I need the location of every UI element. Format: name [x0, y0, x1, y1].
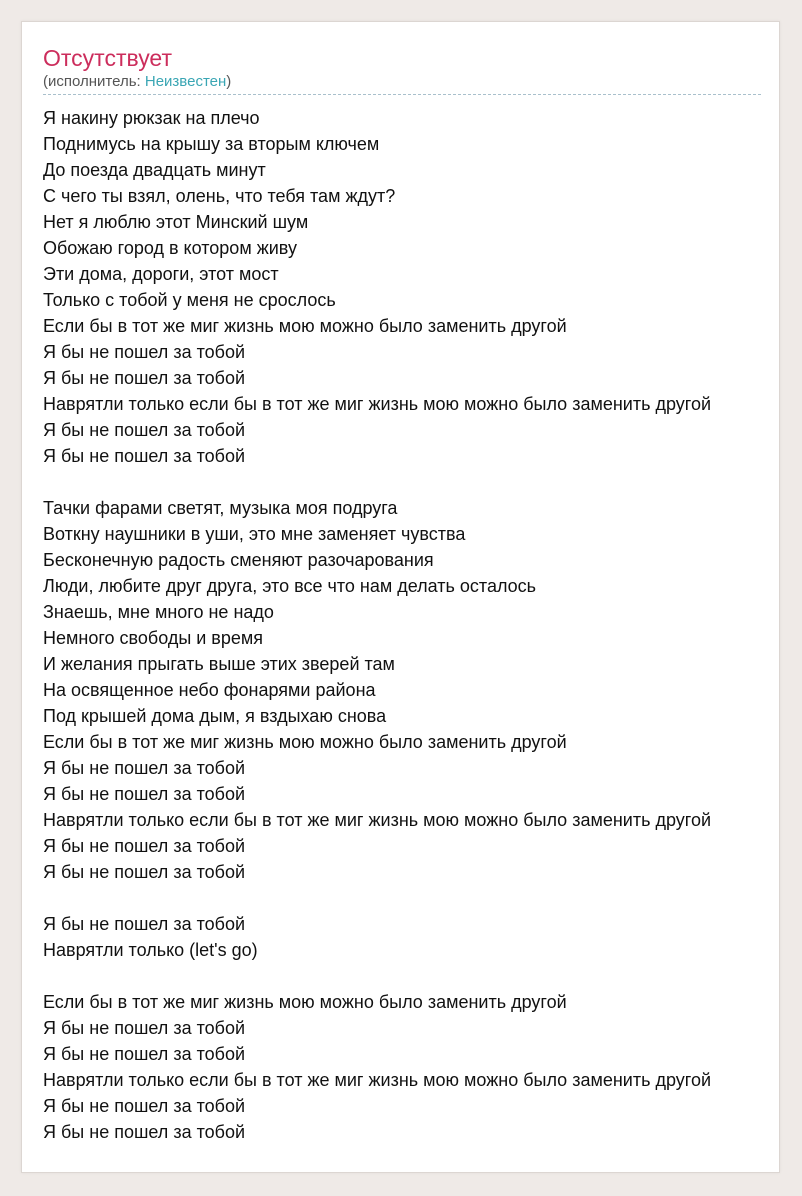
performer-link[interactable]: Неизвестен [144, 73, 227, 90]
lyric-line: Если бы в тот же миг жизнь мою можно было заменить другой [43, 316, 567, 336]
lyric-line: И желания прыгать выше этих зверей там [43, 654, 395, 674]
lyric-line: С чего ты взял, олень, что тебя там ждут? [43, 186, 396, 206]
performer-prefix: (исполнитель: [43, 73, 145, 90]
lyric-line: Если бы в тот же миг жизнь мою можно было заменить другой [43, 732, 567, 752]
lyric-line: Нет я люблю этот Минский шум [43, 212, 309, 232]
lyric-line: Наврятли только если бы в тот же миг жизнь мою можно было заменить другой [43, 810, 712, 830]
song-header [43, 44, 761, 95]
song-title: Отсутствует [43, 45, 172, 71]
lyric-line: Наврятли только если бы в тот же миг жизнь мою можно было заменить другой [43, 1070, 712, 1090]
stanza-break [43, 469, 781, 495]
lyric-line: Я бы не пошел за тобой [43, 836, 246, 856]
stanza-break [43, 885, 781, 911]
performer-line [43, 72, 231, 92]
lyric-line: Под крышей дома дым, я вздыхаю снова [43, 706, 387, 726]
lyric-line: Немного свободы и время [43, 628, 264, 648]
lyric-line: Воткну наушники в уши, это мне заменяет чувства [43, 524, 466, 544]
lyric-line: На освященное небо фонарями района [43, 680, 376, 700]
lyric-line: Я бы не пошел за тобой [43, 758, 246, 778]
lyric-line: Я бы не пошел за тобой [43, 1096, 246, 1116]
lyric-line: Я бы не пошел за тобой [43, 368, 246, 388]
lyric-line: Я бы не пошел за тобой [43, 784, 246, 804]
lyric-line: Я бы не пошел за тобой [43, 446, 246, 466]
lyric-line: Я бы не пошел за тобой [43, 862, 246, 882]
lyric-line: Если бы в тот же миг жизнь мою можно было заменить другой [43, 992, 567, 1012]
lyric-line: До поезда двадцать минут [43, 160, 266, 180]
performer-suffix: ) [226, 73, 232, 90]
lyrics-card [21, 21, 780, 1173]
lyric-line: Люди, любите друг друга, это все что нам делать осталось [43, 576, 537, 596]
stanza-break [43, 963, 781, 989]
lyric-line: Обожаю город в котором живу [43, 238, 297, 258]
lyric-line: Только с тобой у меня не срослось [43, 290, 336, 310]
lyric-line: Я накину рюкзак на плечо [43, 108, 260, 128]
lyric-line: Я бы не пошел за тобой [43, 342, 246, 362]
lyric-line: Знаешь, мне много не надо [43, 602, 274, 622]
lyric-line: Я бы не пошел за тобой [43, 420, 246, 440]
lyric-line: Наврятли только если бы в тот же миг жизнь мою можно было заменить другой [43, 394, 712, 414]
lyric-line: Бесконечную радость сменяют разочарования [43, 550, 434, 570]
lyric-line: Я бы не пошел за тобой [43, 1018, 246, 1038]
lyrics-text [43, 105, 781, 1145]
lyric-line: Наврятли только (let's go) [43, 940, 258, 960]
lyric-line: Я бы не пошел за тобой [43, 914, 246, 934]
lyric-line: Тачки фарами светят, музыка моя подруга [43, 498, 398, 518]
lyric-line: Эти дома, дороги, этот мост [43, 264, 279, 284]
lyric-line: Я бы не пошел за тобой [43, 1044, 246, 1064]
lyric-line: Поднимусь на крышу за вторым ключем [43, 134, 380, 154]
lyric-line: Я бы не пошел за тобой [43, 1122, 246, 1142]
